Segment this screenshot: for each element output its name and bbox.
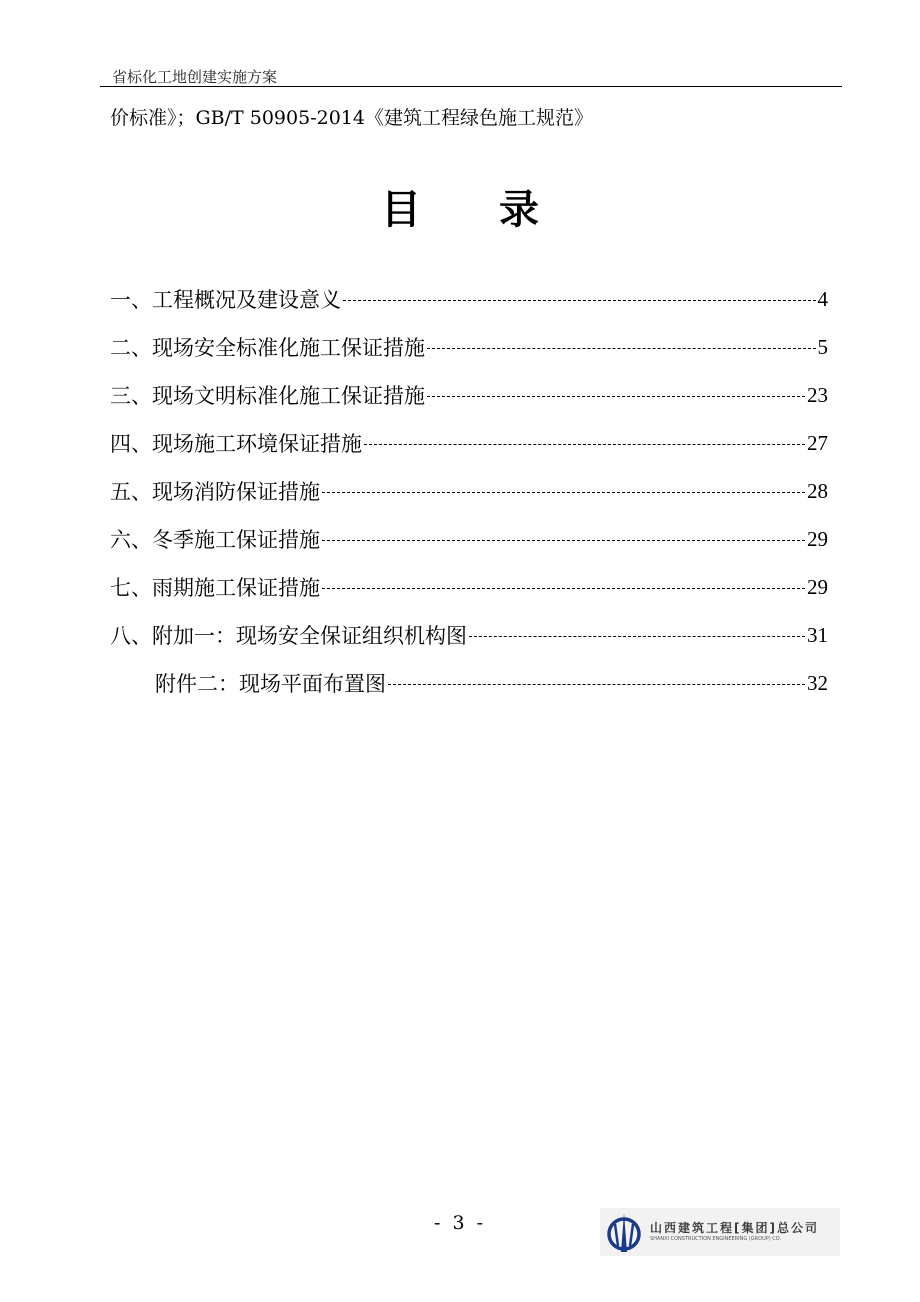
toc-leader <box>364 444 805 445</box>
toc-entry-label: 八、附加一：现场安全保证组织机构图 <box>110 624 467 648</box>
toc-entry-page: 32 <box>807 670 828 695</box>
toc-entry-page: 4 <box>817 286 828 311</box>
toc-leader <box>322 492 805 493</box>
toc-entry-page: 27 <box>807 430 828 455</box>
toc-entry[interactable] <box>110 332 828 362</box>
toc-title: 目录 <box>381 186 617 233</box>
toc-entry[interactable] <box>110 620 828 650</box>
company-logo-icon <box>602 1210 646 1254</box>
toc-entry-label: 三、现场文明标准化施工保证措施 <box>110 384 425 408</box>
toc-entry-label: 六、冬季施工保证措施 <box>110 528 320 552</box>
toc-entry-label: 四、现场施工环境保证措施 <box>110 432 362 456</box>
toc-entry-page: 28 <box>807 478 828 503</box>
toc-leader <box>322 588 805 589</box>
intro-continuation-text: 价标准》；GB/T 50905-2014《建筑工程绿色施工规范》 <box>110 107 593 129</box>
company-logo <box>600 1208 840 1256</box>
toc-entry[interactable] <box>110 284 828 314</box>
toc-entry-label: 七、雨期施工保证措施 <box>110 576 320 600</box>
toc-entry-page: 23 <box>807 382 828 407</box>
toc-leader <box>388 684 805 685</box>
toc-leader <box>469 636 805 637</box>
toc-entry[interactable] <box>110 380 828 410</box>
toc-entry-label: 二、现场安全标准化施工保证措施 <box>110 336 425 360</box>
toc-entry-page: 5 <box>817 334 828 359</box>
company-name-en: SHANXI CONSTRUCTION ENGINEERING (GROUP) CO. <box>650 1236 782 1242</box>
toc-leader <box>427 396 805 397</box>
running-header: 省标化工地创建实施方案 <box>112 68 278 86</box>
toc-entry-page: 31 <box>807 622 828 647</box>
toc-entry-label: 五、现场消防保证措施 <box>110 480 320 504</box>
toc-entry[interactable] <box>110 524 828 554</box>
toc-leader <box>322 540 805 541</box>
toc-leader <box>343 300 816 301</box>
toc-leader <box>427 348 816 349</box>
toc-entry-label: 附件二：现场平面布置图 <box>155 672 386 696</box>
toc-entry-page: 29 <box>807 526 828 551</box>
page-number: - 3 - <box>433 1212 486 1234</box>
toc-entry[interactable] <box>155 668 828 698</box>
company-name-cn: 山西建筑工程[集团]总公司 <box>650 1221 819 1235</box>
toc-entry[interactable] <box>110 572 828 602</box>
header-divider <box>100 86 842 87</box>
toc-entry[interactable] <box>110 476 828 506</box>
toc-entry-page: 29 <box>807 574 828 599</box>
toc-entry[interactable] <box>110 428 828 458</box>
toc-entry-label: 一、工程概况及建设意义 <box>110 288 341 312</box>
